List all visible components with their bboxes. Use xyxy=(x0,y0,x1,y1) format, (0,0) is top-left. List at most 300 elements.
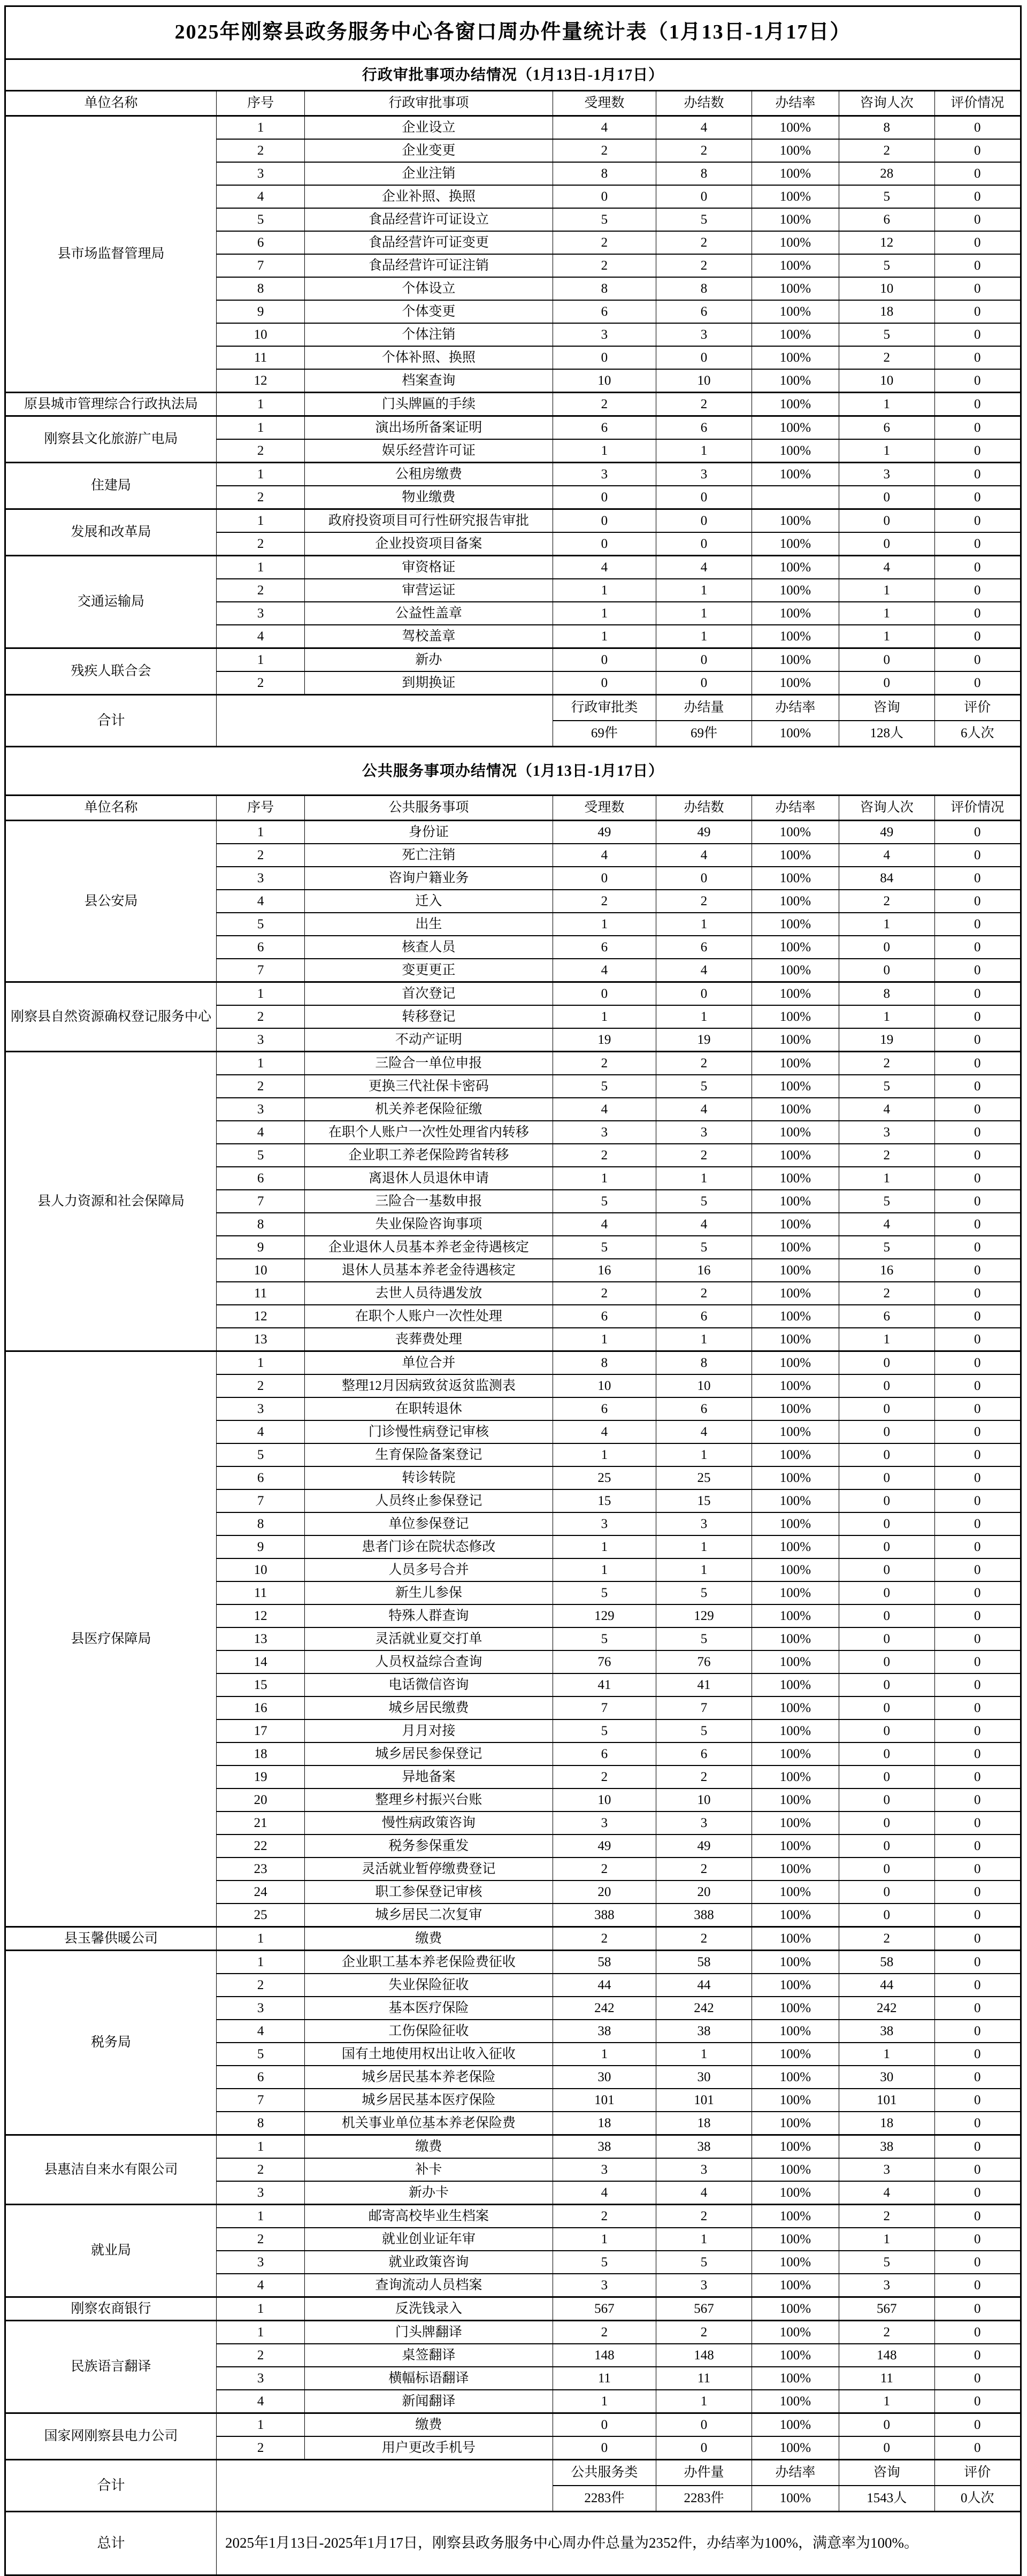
cell-eval: 0 xyxy=(934,1489,1021,1512)
cell-consult: 0 xyxy=(839,1558,935,1581)
row-item: 查询流动人员档案 xyxy=(305,2274,553,2297)
row-seq: 1 xyxy=(216,556,304,579)
row-item: 在职个人账户一次性处理 xyxy=(305,1305,553,1328)
row-item: 转移登记 xyxy=(305,1005,553,1028)
cell-consult: 0 xyxy=(839,1604,935,1627)
row-seq: 11 xyxy=(216,346,304,369)
row-item: 机关事业单位基本养老保险费 xyxy=(305,2112,553,2135)
cell-consult: 0 xyxy=(839,936,935,959)
cell-accepted: 1 xyxy=(553,625,656,648)
unit-name-cell: 住建局 xyxy=(5,463,217,509)
row-item: 个体注销 xyxy=(305,323,553,346)
cell-done: 4 xyxy=(656,959,752,982)
cell-accepted: 15 xyxy=(553,1489,656,1512)
cell-rate: 100% xyxy=(752,1742,839,1765)
cell-eval: 0 xyxy=(934,844,1021,867)
cell-done: 58 xyxy=(656,1951,752,1974)
cell-rate: 100% xyxy=(752,2367,839,2390)
section-total-header-row xyxy=(5,2460,1021,2486)
row-seq: 4 xyxy=(216,185,304,208)
table-row xyxy=(5,1927,1021,1951)
row-seq: 22 xyxy=(216,1834,304,1858)
cell-rate: 100% xyxy=(752,1881,839,1904)
section-total-val: 69件 xyxy=(553,721,656,747)
row-seq: 3 xyxy=(216,1028,304,1052)
row-seq: 4 xyxy=(216,2274,304,2297)
cell-done: 3 xyxy=(656,1811,752,1834)
cell-done: 5 xyxy=(656,1190,752,1213)
cell-rate: 100% xyxy=(752,1927,839,1951)
row-item: 慢性病政策咨询 xyxy=(305,1811,553,1834)
row-item: 企业变更 xyxy=(305,139,553,162)
row-seq: 19 xyxy=(216,1765,304,1788)
table-row xyxy=(5,821,1021,844)
cell-rate: 100% xyxy=(752,936,839,959)
row-seq: 9 xyxy=(216,300,304,323)
cell-consult: 4 xyxy=(839,844,935,867)
cell-accepted: 2 xyxy=(553,1144,656,1167)
row-seq: 1 xyxy=(216,982,304,1006)
cell-consult: 0 xyxy=(839,532,935,556)
cell-consult: 4 xyxy=(839,1213,935,1236)
cell-rate: 100% xyxy=(752,1351,839,1375)
cell-eval: 0 xyxy=(934,2228,1021,2251)
cell-eval: 0 xyxy=(934,1535,1021,1558)
cell-accepted: 5 xyxy=(553,1719,656,1742)
row-item: 娱乐经营许可证 xyxy=(305,439,553,463)
cell-consult: 4 xyxy=(839,1098,935,1121)
row-seq: 16 xyxy=(216,1696,304,1719)
cell-done: 1 xyxy=(656,579,752,602)
cell-consult: 0 xyxy=(839,1512,935,1535)
row-item: 企业投资项目备案 xyxy=(305,532,553,556)
row-seq: 9 xyxy=(216,1236,304,1259)
cell-accepted: 6 xyxy=(553,1397,656,1420)
cell-rate: 100% xyxy=(752,1997,839,2020)
cell-consult: 5 xyxy=(839,1075,935,1098)
cell-accepted: 148 xyxy=(553,2344,656,2367)
cell-rate: 100% xyxy=(752,1719,839,1742)
cell-eval: 0 xyxy=(934,116,1021,140)
cell-done: 5 xyxy=(656,1236,752,1259)
cell-accepted: 6 xyxy=(553,416,656,440)
section-total-col: 行政审批类 xyxy=(553,695,656,721)
unit-name-cell: 县惠洁自来水有限公司 xyxy=(5,2135,217,2205)
cell-done: 4 xyxy=(656,844,752,867)
row-seq: 5 xyxy=(216,1144,304,1167)
cell-rate: 100% xyxy=(752,509,839,533)
table-row xyxy=(5,1052,1021,1075)
cell-consult: 0 xyxy=(839,1443,935,1466)
cell-accepted: 1 xyxy=(553,1443,656,1466)
cell-done: 1 xyxy=(656,2390,752,2413)
cell-consult: 0 xyxy=(839,1719,935,1742)
cell-accepted: 4 xyxy=(553,844,656,867)
cell-consult: 10 xyxy=(839,277,935,300)
cell-eval: 0 xyxy=(934,2066,1021,2089)
row-item: 失业保险咨询事项 xyxy=(305,1213,553,1236)
row-item: 缴费 xyxy=(305,2413,553,2437)
cell-accepted: 2 xyxy=(553,1052,656,1075)
cell-eval: 0 xyxy=(934,1904,1021,1927)
table-row xyxy=(5,463,1021,486)
row-item: 企业职工养老保险跨省转移 xyxy=(305,1144,553,1167)
cell-consult: 8 xyxy=(839,116,935,140)
title-row xyxy=(5,6,1021,59)
unit-name-cell: 交通运输局 xyxy=(5,556,217,648)
cell-rate: 100% xyxy=(752,1328,839,1351)
table-row xyxy=(5,2321,1021,2344)
table-row xyxy=(5,509,1021,533)
unit-name-cell: 残疾人联合会 xyxy=(5,648,217,695)
cell-accepted: 4 xyxy=(553,2181,656,2205)
row-seq: 4 xyxy=(216,890,304,913)
cell-rate: 100% xyxy=(752,1397,839,1420)
cell-consult: 0 xyxy=(839,1742,935,1765)
cell-consult: 4 xyxy=(839,2181,935,2205)
row-item: 生育保险备案登记 xyxy=(305,1443,553,1466)
cell-accepted: 6 xyxy=(553,300,656,323)
cell-rate: 100% xyxy=(752,2274,839,2297)
cell-consult: 1 xyxy=(839,1167,935,1190)
cell-consult: 0 xyxy=(839,2413,935,2437)
cell-accepted: 3 xyxy=(553,323,656,346)
cell-eval: 0 xyxy=(934,2112,1021,2135)
cell-accepted: 1 xyxy=(553,913,656,936)
cell-accepted: 0 xyxy=(553,982,656,1006)
cell-accepted: 3 xyxy=(553,1121,656,1144)
cell-eval: 0 xyxy=(934,2135,1021,2159)
table-row xyxy=(5,982,1021,1006)
section-total-blank-cell xyxy=(216,695,553,747)
row-item: 工伤保险征收 xyxy=(305,2020,553,2043)
row-seq: 1 xyxy=(216,2297,304,2321)
cell-rate: 100% xyxy=(752,1075,839,1098)
cell-accepted: 41 xyxy=(553,1673,656,1696)
cell-done: 2 xyxy=(656,1927,752,1951)
cell-accepted: 5 xyxy=(553,2251,656,2274)
row-item: 出生 xyxy=(305,913,553,936)
cell-eval: 0 xyxy=(934,1374,1021,1397)
row-item: 城乡居民基本医疗保险 xyxy=(305,2089,553,2112)
cell-rate: 100% xyxy=(752,463,839,486)
cell-accepted: 6 xyxy=(553,1305,656,1328)
cell-accepted: 388 xyxy=(553,1904,656,1927)
cell-rate: 100% xyxy=(752,556,839,579)
cell-eval: 0 xyxy=(934,1351,1021,1375)
cell-consult: 2 xyxy=(839,346,935,369)
cell-accepted: 2 xyxy=(553,139,656,162)
cell-done: 1 xyxy=(656,625,752,648)
cell-done: 8 xyxy=(656,1351,752,1375)
cell-accepted: 4 xyxy=(553,1098,656,1121)
cell-accepted: 1 xyxy=(553,439,656,463)
cell-eval: 0 xyxy=(934,1811,1021,1834)
row-seq: 6 xyxy=(216,1167,304,1190)
row-seq: 3 xyxy=(216,2181,304,2205)
row-item: 死亡注销 xyxy=(305,844,553,867)
row-item: 用户更改手机号 xyxy=(305,2436,553,2460)
cell-done: 0 xyxy=(656,532,752,556)
cell-eval: 0 xyxy=(934,1788,1021,1811)
cell-accepted: 5 xyxy=(553,208,656,231)
cell-done: 5 xyxy=(656,1719,752,1742)
table-row xyxy=(5,1351,1021,1375)
cell-accepted: 3 xyxy=(553,1811,656,1834)
row-item: 就业政策咨询 xyxy=(305,2251,553,2274)
cell-eval: 0 xyxy=(934,416,1021,440)
unit-name-cell: 刚察县文化旅游广电局 xyxy=(5,416,217,463)
cell-eval: 0 xyxy=(934,277,1021,300)
cell-accepted: 2 xyxy=(553,2205,656,2228)
cell-done: 1 xyxy=(656,1558,752,1581)
cell-rate: 100% xyxy=(752,1028,839,1052)
cell-done: 1 xyxy=(656,439,752,463)
section-total-col: 评价 xyxy=(934,2460,1021,2486)
cell-accepted: 2 xyxy=(553,393,656,416)
cell-consult: 5 xyxy=(839,1236,935,1259)
cell-done: 2 xyxy=(656,393,752,416)
cell-eval: 0 xyxy=(934,439,1021,463)
section-total-col: 办件量 xyxy=(656,2460,752,2486)
cell-rate: 100% xyxy=(752,2344,839,2367)
row-item: 整理12月因病致贫返贫监测表 xyxy=(305,1374,553,1397)
cell-accepted: 30 xyxy=(553,2066,656,2089)
cell-done: 25 xyxy=(656,1466,752,1489)
cell-rate: 100% xyxy=(752,2436,839,2460)
cell-eval: 0 xyxy=(934,254,1021,277)
cell-done: 5 xyxy=(656,2251,752,2274)
cell-accepted: 38 xyxy=(553,2020,656,2043)
table-row xyxy=(5,556,1021,579)
cell-done: 16 xyxy=(656,1259,752,1282)
cell-done: 0 xyxy=(656,671,752,695)
row-item: 个体设立 xyxy=(305,277,553,300)
cell-eval: 0 xyxy=(934,2321,1021,2344)
cell-eval: 0 xyxy=(934,2390,1021,2413)
section-subtitle-row xyxy=(5,747,1021,796)
cell-eval: 0 xyxy=(934,2158,1021,2181)
column-header: 单位名称 xyxy=(5,796,217,821)
cell-done: 19 xyxy=(656,1028,752,1052)
cell-rate: 100% xyxy=(752,625,839,648)
row-seq: 10 xyxy=(216,323,304,346)
cell-consult: 2 xyxy=(839,139,935,162)
row-seq: 4 xyxy=(216,2020,304,2043)
cell-accepted: 3 xyxy=(553,1512,656,1535)
row-seq: 8 xyxy=(216,2112,304,2135)
cell-accepted: 567 xyxy=(553,2297,656,2321)
cell-rate: 100% xyxy=(752,2228,839,2251)
cell-rate: 100% xyxy=(752,1443,839,1466)
column-header: 办结数 xyxy=(656,91,752,116)
cell-rate: 100% xyxy=(752,1374,839,1397)
row-item: 职工参保登记审核 xyxy=(305,1881,553,1904)
cell-consult: 8 xyxy=(839,982,935,1006)
section-total-val: 100% xyxy=(752,2486,839,2512)
row-seq: 8 xyxy=(216,277,304,300)
cell-rate: 100% xyxy=(752,369,839,393)
row-item: 身份证 xyxy=(305,821,553,844)
row-seq: 17 xyxy=(216,1719,304,1742)
column-header: 受理数 xyxy=(553,91,656,116)
cell-consult: 49 xyxy=(839,821,935,844)
cell-accepted: 38 xyxy=(553,2135,656,2159)
row-seq: 2 xyxy=(216,139,304,162)
row-item: 反洗钱录入 xyxy=(305,2297,553,2321)
cell-consult: 38 xyxy=(839,2135,935,2159)
cell-accepted: 8 xyxy=(553,162,656,185)
cell-rate: 100% xyxy=(752,1236,839,1259)
row-item: 食品经营许可证注销 xyxy=(305,254,553,277)
row-seq: 7 xyxy=(216,1489,304,1512)
cell-eval: 0 xyxy=(934,1927,1021,1951)
row-seq: 1 xyxy=(216,2321,304,2344)
cell-rate: 100% xyxy=(752,1696,839,1719)
cell-eval: 0 xyxy=(934,556,1021,579)
row-seq: 2 xyxy=(216,1374,304,1397)
cell-done: 49 xyxy=(656,1834,752,1858)
cell-done: 0 xyxy=(656,2436,752,2460)
cell-eval: 0 xyxy=(934,1397,1021,1420)
row-seq: 4 xyxy=(216,1420,304,1443)
cell-rate: 100% xyxy=(752,1834,839,1858)
cell-done: 1 xyxy=(656,602,752,625)
cell-eval: 0 xyxy=(934,162,1021,185)
row-seq: 2 xyxy=(216,579,304,602)
cell-accepted: 49 xyxy=(553,1834,656,1858)
cell-rate: 100% xyxy=(752,1305,839,1328)
row-item: 城乡居民参保登记 xyxy=(305,1742,553,1765)
row-seq: 1 xyxy=(216,821,304,844)
cell-done: 0 xyxy=(656,648,752,672)
row-item: 企业补照、换照 xyxy=(305,185,553,208)
cell-eval: 0 xyxy=(934,867,1021,890)
row-seq: 6 xyxy=(216,2066,304,2089)
row-seq: 1 xyxy=(216,393,304,416)
row-item: 企业退休人员基本养老金待遇核定 xyxy=(305,1236,553,1259)
row-item: 企业职工基本养老保险费征收 xyxy=(305,1951,553,1974)
cell-done: 41 xyxy=(656,1673,752,1696)
cell-rate: 100% xyxy=(752,1904,839,1927)
cell-accepted: 76 xyxy=(553,1650,656,1673)
cell-consult: 101 xyxy=(839,2089,935,2112)
row-item: 机关养老保险征缴 xyxy=(305,1098,553,1121)
cell-eval: 0 xyxy=(934,1673,1021,1696)
cell-done: 4 xyxy=(656,2181,752,2205)
cell-consult: 1 xyxy=(839,393,935,416)
cell-done: 38 xyxy=(656,2135,752,2159)
row-item: 月月对接 xyxy=(305,1719,553,1742)
unit-name-cell: 刚察农商银行 xyxy=(5,2297,217,2321)
row-item: 灵活就业夏交打单 xyxy=(305,1627,553,1650)
row-seq: 5 xyxy=(216,2043,304,2066)
unit-name-cell: 县玉馨供暖公司 xyxy=(5,1927,217,1951)
cell-done: 2 xyxy=(656,231,752,254)
cell-rate: 100% xyxy=(752,2158,839,2181)
cell-accepted: 2 xyxy=(553,1282,656,1305)
cell-accepted: 5 xyxy=(553,1581,656,1604)
cell-done: 0 xyxy=(656,346,752,369)
row-seq: 23 xyxy=(216,1858,304,1881)
row-seq: 3 xyxy=(216,867,304,890)
cell-eval: 0 xyxy=(934,139,1021,162)
cell-done: 10 xyxy=(656,369,752,393)
cell-rate: 100% xyxy=(752,1282,839,1305)
section-total-col: 办结量 xyxy=(656,695,752,721)
cell-consult: 1 xyxy=(839,913,935,936)
section-total-col: 办结率 xyxy=(752,695,839,721)
cell-accepted: 2 xyxy=(553,1927,656,1951)
cell-rate: 100% xyxy=(752,1121,839,1144)
cell-consult: 0 xyxy=(839,1881,935,1904)
cell-rate: 100% xyxy=(752,2112,839,2135)
cell-done: 3 xyxy=(656,2158,752,2181)
cell-eval: 0 xyxy=(934,625,1021,648)
cell-accepted: 3 xyxy=(553,2274,656,2297)
cell-done: 2 xyxy=(656,254,752,277)
cell-eval: 0 xyxy=(934,2436,1021,2460)
cell-eval: 0 xyxy=(934,1696,1021,1719)
cell-rate: 100% xyxy=(752,2251,839,2274)
row-seq: 1 xyxy=(216,416,304,440)
cell-done: 242 xyxy=(656,1997,752,2020)
cell-rate: 100% xyxy=(752,913,839,936)
row-item: 档案查询 xyxy=(305,369,553,393)
cell-consult: 18 xyxy=(839,2112,935,2135)
cell-eval: 0 xyxy=(934,2181,1021,2205)
cell-done: 0 xyxy=(656,867,752,890)
row-item: 邮寄高校毕业生档案 xyxy=(305,2205,553,2228)
cell-consult: 0 xyxy=(839,1811,935,1834)
cell-consult: 1 xyxy=(839,2228,935,2251)
cell-done: 4 xyxy=(656,1098,752,1121)
cell-consult: 58 xyxy=(839,1951,935,1974)
cell-eval: 0 xyxy=(934,1259,1021,1282)
cell-done: 1 xyxy=(656,1167,752,1190)
cell-eval: 0 xyxy=(934,2367,1021,2390)
cell-rate: 100% xyxy=(752,185,839,208)
cell-eval: 0 xyxy=(934,1834,1021,1858)
cell-done: 10 xyxy=(656,1788,752,1811)
cell-consult: 2 xyxy=(839,1927,935,1951)
cell-accepted: 101 xyxy=(553,2089,656,2112)
row-seq: 2 xyxy=(216,2436,304,2460)
cell-consult: 0 xyxy=(839,1834,935,1858)
cell-eval: 0 xyxy=(934,2089,1021,2112)
cell-rate: 100% xyxy=(752,2020,839,2043)
cell-accepted: 1 xyxy=(553,2228,656,2251)
cell-eval: 0 xyxy=(934,1881,1021,1904)
cell-consult: 567 xyxy=(839,2297,935,2321)
row-seq: 3 xyxy=(216,2251,304,2274)
table-row xyxy=(5,416,1021,440)
cell-rate: 100% xyxy=(752,300,839,323)
cell-accepted: 2 xyxy=(553,254,656,277)
cell-eval: 0 xyxy=(934,1052,1021,1075)
cell-consult: 5 xyxy=(839,323,935,346)
spreadsheet xyxy=(4,5,1022,2576)
section-subtitle: 公共服务事项办结情况（1月13日-1月17日） xyxy=(5,747,1021,796)
cell-accepted: 8 xyxy=(553,277,656,300)
cell-eval: 0 xyxy=(934,1420,1021,1443)
cell-rate: 100% xyxy=(752,959,839,982)
cell-done: 44 xyxy=(656,1974,752,1997)
column-header: 咨询人次 xyxy=(839,796,935,821)
cell-consult: 0 xyxy=(839,1489,935,1512)
cell-eval: 0 xyxy=(934,486,1021,509)
cell-consult: 3 xyxy=(839,2158,935,2181)
